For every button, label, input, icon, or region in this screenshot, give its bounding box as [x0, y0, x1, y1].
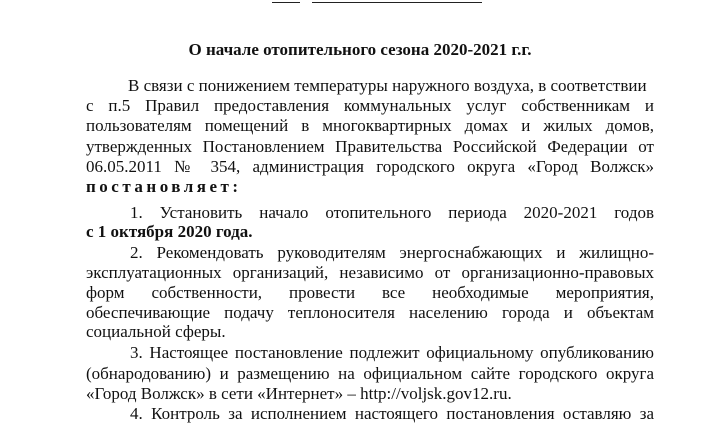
intro-line-2: с п.5 Правил предоставления коммунальных услуг собственникам и — [86, 96, 654, 115]
item-2-line-1: 2. Рекомендовать руководителям энергоснабжающих и жилищно- — [130, 243, 654, 262]
item-2-line-5: социальной сферы. — [86, 322, 226, 341]
item-1-line-1: 1. Установить начало отопительного периода 2020-2021 годов — [130, 203, 654, 222]
intro-line-4: утвержденных Постановлением Правительства Российской Федерации от — [86, 137, 654, 156]
header-rule-left — [272, 2, 300, 3]
item-2-line-3: форм собственности, провести все необходимые мероприятия, — [86, 283, 654, 302]
item-3-line-2: (обнародованию) и размещению на официальном сайте городского округа — [86, 364, 654, 383]
item-2-line-4: обеспечивающие подачу теплоносителя населению города и объектам — [86, 303, 654, 322]
header-rule-right — [312, 2, 482, 3]
resolves-heading: постановляет: — [86, 177, 242, 196]
item-3-line-1: 3. Настоящее постановление подлежит официальному опубликованию — [130, 343, 654, 362]
item-4-line-1: 4. Контроль за исполнением настоящего постановления оставляю за — [130, 404, 654, 423]
intro-line-1: В связи с понижением температуры наружного воздуха, в соответствии — [128, 76, 647, 95]
intro-line-3: пользователям помещений в многоквартирных домах и жилых домов, — [86, 116, 654, 135]
document-title: О начале отопительного сезона 2020-2021 г.г. — [188, 40, 532, 59]
item-2-line-2: эксплуатационных организаций, независимо от организационно-правовых — [86, 263, 654, 282]
item-1-bold-line: с 1 октября 2020 года. — [86, 222, 253, 241]
item-3-line-3: «Город Волжск» в сети «Интернет» – http://voljsk.gov12.ru. — [86, 384, 512, 403]
intro-line-5: 06.05.2011 № 354, администрация городского округа «Город Волжск» — [86, 157, 654, 176]
